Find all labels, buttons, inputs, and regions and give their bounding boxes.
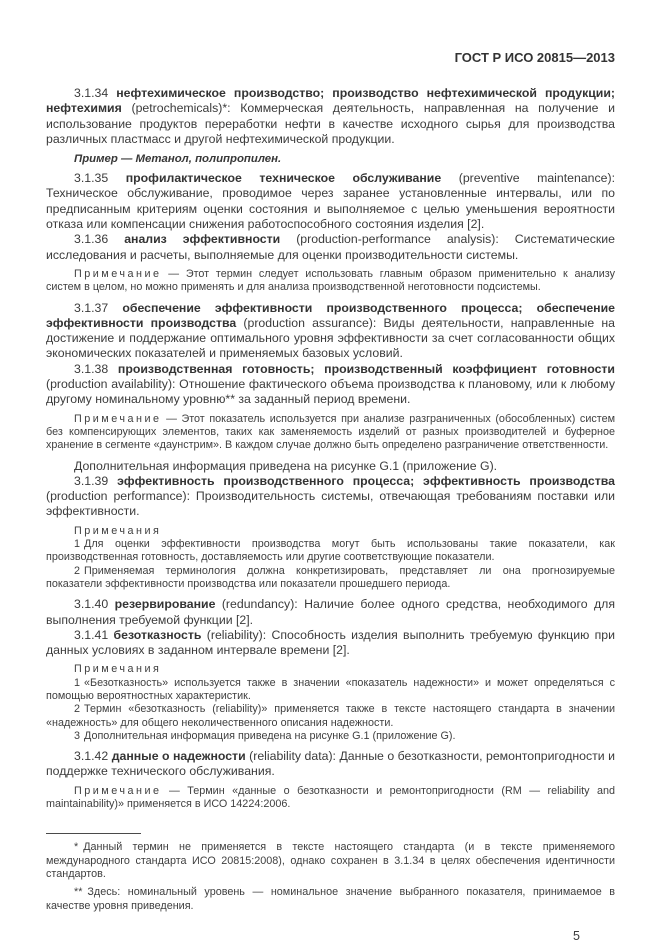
term-title: резервирование: [114, 597, 216, 612]
note-label: Примечание: [74, 784, 162, 797]
term-paragraph-3-1-34: [46, 86, 615, 147]
term-number: 3.1.36: [74, 232, 109, 247]
doc-code-header: ГОСТ Р ИСО 20815—2013: [454, 50, 615, 65]
note-paragraph: [46, 785, 615, 812]
term-title: эффективность производственного процесса; эффективность производства: [117, 473, 615, 488]
note-text: Дополнительная информация приведена на рисунке G.1 (приложение G).: [84, 729, 456, 742]
term-paragraph-3-1-41: [46, 628, 615, 659]
footnote-rule: [46, 833, 141, 834]
note-item: [46, 565, 615, 592]
note-item-number: 1: [74, 538, 81, 551]
term-number: 3.1.41: [74, 627, 109, 642]
note-paragraph: [46, 413, 615, 453]
note-item: [46, 730, 615, 743]
term-number: 3.1.35: [74, 171, 109, 186]
note-text: — Этот показатель используется при анализе разграниченных (обособленных) систем без компенсирующих элементов, таких как заменяемость изделий от разных производителей и буферное хранение в сегменте «даунстрим». В каждом случае должно быть определено разграничение ответственности.: [46, 412, 615, 452]
term-number: 3.1.39: [74, 473, 109, 488]
term-paragraph-3-1-37: [46, 301, 615, 362]
term-title: нефтехимическое производство; производство нефтехимической продукции; нефтехимия: [46, 86, 615, 116]
term-definition: (production availability): Отношение фактического объема производства к плановому, или к любому другому номинальному уровню** за заданный период времени.: [46, 377, 615, 407]
term-title: профилактическое техническое обслуживание: [125, 171, 442, 186]
info-text: Дополнительная информация приведена на рисунке G.1 (приложение G).: [74, 458, 498, 473]
page-number: 5: [573, 928, 580, 943]
term-definition: (production assurance): Виды деятельности, направленные на достижение и поддержание оптимального уровня эффективности за счет согласованности общих экономических показателей и применяемых базовых условий.: [46, 315, 615, 361]
note-item: [46, 703, 615, 730]
note-text: Для оценки эффективности производства могут быть использованы такие показатели, как производственная готовность, доставляемость или другие соответствующие показатели.: [46, 538, 615, 564]
note-item-number: 3: [74, 729, 81, 742]
note-block: [46, 413, 615, 453]
footnote-text: Данный термин не применяется в тексте настоящего стандарта (и в тексте применяемого международного стандарта ИСО 20815:2008), однако сохранен в 3.1.34 в целях обеспечения идентичности стандартов.: [46, 841, 615, 880]
note-item-number: 2: [74, 564, 81, 577]
term-definition: (production-performance analysis): Систематические исследования и расчеты, выполняемые для оценки производительности системы.: [46, 232, 615, 262]
note-block: [46, 525, 615, 591]
example-text: Пример — Метанол, полипропилен.: [74, 153, 282, 166]
footnote-marker: *: [74, 841, 79, 854]
footnote: [46, 886, 615, 913]
term-number: 3.1.40: [74, 597, 109, 612]
note-label: Примечание: [74, 412, 162, 425]
note-item-number: 2: [74, 703, 81, 716]
note-paragraph: [46, 268, 615, 295]
footnote: [46, 841, 615, 881]
term-paragraph-3-1-40: [46, 597, 615, 628]
term-paragraph-3-1-36: [46, 232, 615, 263]
note-block: [46, 663, 615, 743]
footnote-text: Здесь: номинальный уровень — номинальное значение выбранного показателя, принимаемое в качестве уровня приведения.: [46, 886, 615, 912]
note-label: Примечание: [74, 267, 162, 280]
term-paragraph-3-1-42: [46, 749, 615, 780]
note-text: «Безотказность» используется также в значении «показатель надежности» и может определяться с помощью вероятностных характеристик.: [46, 676, 615, 702]
term-number: 3.1.42: [74, 749, 109, 764]
note-item-number: 1: [74, 676, 81, 689]
notes-heading: Примечания: [74, 524, 162, 537]
term-definition: (reliability): Способность изделия выполнить требуемую функцию при данных условиях в заданном интервале времени [2].: [46, 627, 615, 658]
term-title: обеспечение эффективности производственного процесса; обеспечение эффективности производства: [46, 300, 615, 330]
note-text: Применяемая терминология должна конкретизировать, представляет ли она прогнозируемые показатели эффективности производства или показатели прошедшего периода.: [46, 564, 615, 590]
term-definition: (reliability data): Данные о безотказности, ремонтопригодности и поддержке технического обслуживания.: [46, 749, 616, 779]
term-number: 3.1.38: [74, 361, 109, 376]
footnote-marker: **: [74, 886, 83, 899]
term-title: анализ эффективности: [124, 232, 281, 247]
term-number: 3.1.37: [74, 300, 109, 315]
note-block: [46, 785, 615, 812]
info-paragraph: [46, 459, 615, 474]
term-definition: (redundancy): Наличие более одного средства, необходимого для выполнения требуемой функции [2].: [46, 597, 615, 627]
note-text: — Этот термин следует использовать главным образом применительно к анализу систем в целом, но можно применять и для анализа производственной неготовности подсистемы.: [46, 267, 615, 294]
term-title: безотказность: [113, 627, 202, 642]
term-paragraph-3-1-35: [46, 171, 615, 232]
note-block: [46, 268, 615, 295]
term-title: данные о надежности: [111, 749, 246, 764]
term-paragraph-3-1-38: [46, 362, 615, 408]
footnotes-section: [46, 833, 615, 912]
term-number: 3.1.34: [74, 86, 109, 100]
term-definition: (petrochemicals)*: Коммерческая деятельность, направленная на получение и использование продуктов переработки нефти в качестве исходного сырья для производства различных пластмасс и другой нефтехимической продукции.: [46, 101, 615, 146]
term-definition: (production performance): Производительность системы, отвечающая требованиям поставки или эффективности.: [46, 489, 615, 519]
notes-heading: Примечания: [74, 663, 162, 676]
term-paragraph-3-1-39: [46, 474, 615, 520]
note-text: Термин «безотказность (reliability)» применяется также в тексте настоящего стандарта в значении «надежность» для общего неколичественного описания надежности.: [46, 703, 615, 729]
term-title: производственная готовность; производственный коэффициент готовности: [117, 361, 615, 376]
note-text: — Термин «данные о безотказности и ремонтопригодности (RM — reliability and maintainability)» применяется в ИСО 14224:2006.: [46, 784, 615, 811]
note-item: [46, 538, 615, 565]
note-item: [46, 677, 615, 704]
term-definition: (preventive maintenance): Техническое обслуживание, проводимое через заранее установленные интервалы, или по предписанным критериям оценки состояния и выполняемое с целью уменьшения вероятности отказа или компенсации снижения работоспособного состояния изделия [2].: [46, 171, 616, 232]
